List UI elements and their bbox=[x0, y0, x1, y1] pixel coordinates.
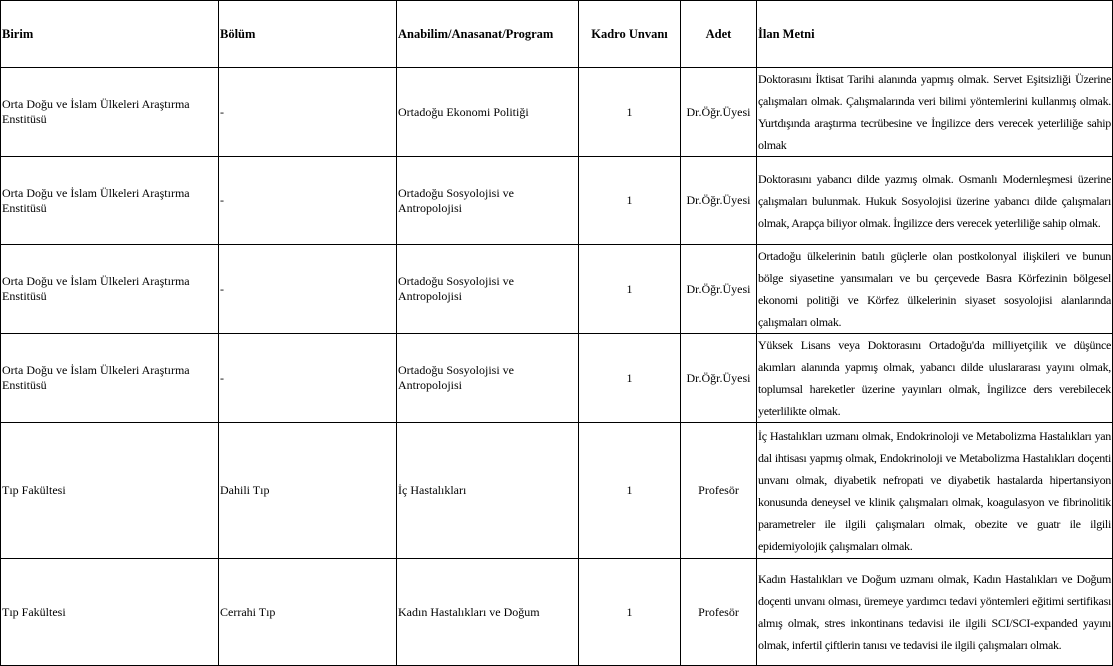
table-row bbox=[1, 334, 1113, 423]
cell-bolum: Cerrahi Tıp bbox=[219, 559, 397, 666]
cell-birim: Tıp Fakültesi bbox=[1, 559, 219, 666]
cell-birim: Tıp Fakültesi bbox=[1, 423, 219, 559]
header-row bbox=[1, 1, 1113, 68]
table-row bbox=[1, 245, 1113, 334]
cell-birim: Orta Doğu ve İslam Ülkeleri Araştırma Enstitüsü bbox=[1, 157, 219, 245]
cell-bolum: Dahili Tıp bbox=[219, 423, 397, 559]
cell-birim: Orta Doğu ve İslam Ülkeleri Araştırma Enstitüsü bbox=[1, 68, 219, 157]
header-birim: Birim bbox=[1, 1, 219, 68]
table-row bbox=[1, 559, 1113, 666]
header-ilan: İlan Metni bbox=[757, 1, 1113, 68]
header-kadro: Kadro Unvanı bbox=[579, 1, 681, 68]
cell-adet: 1 bbox=[579, 423, 681, 559]
cell-bolum: - bbox=[219, 157, 397, 245]
header-program: Anabilim/Anasanat/Program bbox=[397, 1, 579, 68]
cell-kadro: Dr.Öğr.Üyesi bbox=[681, 68, 757, 157]
cell-ilan: Doktorasını yabancı dilde yazmış olmak. Osmanlı Modernleşmesi üzerine çalışmaları bulunmak. Hukuk Sosyolojisi üzerine yabancı dilde çalışmaları olmak, Arapça biliyor olmak. İngilizce ders verecek yeterliliğe sahip olmak. bbox=[757, 157, 1113, 245]
table-row bbox=[1, 68, 1113, 157]
cell-kadro: Profesör bbox=[681, 559, 757, 666]
header-adet: Adet bbox=[681, 1, 757, 68]
cell-ilan: Ortadoğu ülkelerinin batılı güçlerle olan postkolonyal ilişkileri ve bunun bölge siyasetine yansımaları ve bu çerçevede Basra Körfezinin bölgesel ekonomi politiği ve Körfez ülkelerinin siyaset sosyolojisi alanlarında çalışmaları olmak. bbox=[757, 245, 1113, 334]
cell-kadro: Profesör bbox=[681, 423, 757, 559]
cell-ilan: Yüksek Lisans veya Doktorasını Ortadoğu'da milliyetçilik ve düşünce akımları alanında yapmış olmak, yabancı dilde uluslararası yayını olmak, toplumsal hareketler üzerine yayınları olmak, İngilizce ders verebilecek yeterlilikte olmak. bbox=[757, 334, 1113, 423]
cell-bolum: - bbox=[219, 68, 397, 157]
cell-birim: Orta Doğu ve İslam Ülkeleri Araştırma Enstitüsü bbox=[1, 245, 219, 334]
cell-adet: 1 bbox=[579, 157, 681, 245]
table-row bbox=[1, 423, 1113, 559]
cell-program: İç Hastalıkları bbox=[397, 423, 579, 559]
table-row bbox=[1, 157, 1113, 245]
cell-program: Ortadoğu Sosyolojisi ve Antropolojisi bbox=[397, 245, 579, 334]
cell-program: Ortadoğu Sosyolojisi ve Antropolojisi bbox=[397, 157, 579, 245]
cell-adet: 1 bbox=[579, 334, 681, 423]
cell-adet: 1 bbox=[579, 559, 681, 666]
cell-adet: 1 bbox=[579, 68, 681, 157]
header-bolum: Bölüm bbox=[219, 1, 397, 68]
cell-program: Kadın Hastalıkları ve Doğum bbox=[397, 559, 579, 666]
cell-ilan: İç Hastalıkları uzmanı olmak, Endokrinoloji ve Metabolizma Hastalıkları yan dal ihtisası yapmış olmak, Endokrinoloji ve Metabolizma Hastalıkları doçenti unvanı olmak, diyabetik nefropati ve diyabetik hastalarda hipertansiyon konusunda deneysel ve klinik çalışmaları olmak, koagulasyon ve fibrinolitik parametreler ile ilgili çalışmaları olmak, obezite ve guatr ile ilgili epidemiyolojik çalışmaları olmak. bbox=[757, 423, 1113, 559]
cell-ilan: Kadın Hastalıkları ve Doğum uzmanı olmak, Kadın Hastalıkları ve Doğum doçenti unvanı olması, üremeye yardımcı tedavi yöntemleri eğitimi sertifikası almış olmak, stres inkontinans tedavisi ile ilgili SCI/SCI-expanded yayını olmak, infertil çiftlerin tanısı ve tedavisi ile ilgili çalışmaları olmak. bbox=[757, 559, 1113, 666]
cell-program: Ortadoğu Sosyolojisi ve Antropolojisi bbox=[397, 334, 579, 423]
cell-kadro: Dr.Öğr.Üyesi bbox=[681, 334, 757, 423]
cell-program: Ortadoğu Ekonomi Politiği bbox=[397, 68, 579, 157]
cell-bolum: - bbox=[219, 334, 397, 423]
cell-birim: Orta Doğu ve İslam Ülkeleri Araştırma Enstitüsü bbox=[1, 334, 219, 423]
cell-bolum: - bbox=[219, 245, 397, 334]
cell-kadro: Dr.Öğr.Üyesi bbox=[681, 245, 757, 334]
cell-ilan: Doktorasını İktisat Tarihi alanında yapmış olmak. Servet Eşitsizliği Üzerine çalışmaları olmak. Çalışmalarında veri bilimi yöntemlerini kullanmış olmak. Yurtdışında araştırma tecrübesine ve İngilizce ders verecek yeterliliğe sahip olmak bbox=[757, 68, 1113, 157]
cell-adet: 1 bbox=[579, 245, 681, 334]
cell-kadro: Dr.Öğr.Üyesi bbox=[681, 157, 757, 245]
